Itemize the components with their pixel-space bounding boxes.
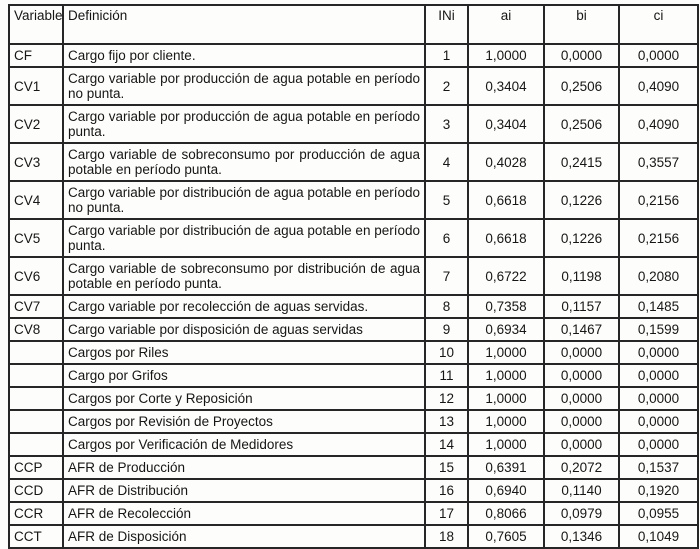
cell-definicion: Cargo variable por distribución de agua potable en período punta.	[63, 219, 425, 257]
cell-variable: CV8	[9, 318, 63, 341]
cell-bi: 0,2506	[544, 67, 619, 105]
cell-ini: 6	[425, 219, 468, 257]
cell-variable: CV2	[9, 105, 63, 143]
cell-ai: 0,6722	[468, 257, 544, 295]
cell-variable: CV1	[9, 67, 63, 105]
cell-definicion: AFR de Recolección	[63, 502, 425, 525]
cell-ini: 10	[425, 341, 468, 364]
table-header	[9, 5, 698, 44]
cell-ci: 0,0000	[619, 364, 698, 387]
cell-bi: 0,0000	[544, 410, 619, 433]
cell-variable: CCR	[9, 502, 63, 525]
cell-bi: 0,2072	[544, 456, 619, 479]
cell-variable: CV4	[9, 181, 63, 219]
cell-bi: 0,0979	[544, 502, 619, 525]
cell-ini: 11	[425, 364, 468, 387]
table-row	[9, 44, 698, 67]
table-row	[9, 502, 698, 525]
cell-definicion: Cargos por Verificación de Medidores	[63, 433, 425, 456]
cell-ai: 0,3404	[468, 105, 544, 143]
table-row	[9, 433, 698, 456]
cell-variable: CV7	[9, 295, 63, 318]
table-row	[9, 341, 698, 364]
cell-ai: 0,7605	[468, 525, 544, 548]
cell-ini: 16	[425, 479, 468, 502]
cell-ai: 1,0000	[468, 364, 544, 387]
cell-variable	[9, 387, 63, 410]
table-body	[9, 44, 698, 548]
cell-variable: CV6	[9, 257, 63, 295]
cell-ci: 0,2080	[619, 257, 698, 295]
cell-ini: 17	[425, 502, 468, 525]
cell-ci: 0,0000	[619, 387, 698, 410]
cell-definicion: Cargo variable de sobreconsumo por distribución de agua potable en período punta.	[63, 257, 425, 295]
cell-ini: 12	[425, 387, 468, 410]
cell-bi: 0,0000	[544, 44, 619, 67]
cell-definicion: Cargos por Riles	[63, 341, 425, 364]
cell-variable	[9, 341, 63, 364]
table-row	[9, 364, 698, 387]
cell-definicion: Cargo variable por producción de agua potable en período punta.	[63, 105, 425, 143]
cell-bi: 0,1140	[544, 479, 619, 502]
table-row	[9, 410, 698, 433]
cell-variable: CV5	[9, 219, 63, 257]
cell-ci: 0,0955	[619, 502, 698, 525]
cell-variable: CCD	[9, 479, 63, 502]
table-row	[9, 257, 698, 295]
cell-variable	[9, 433, 63, 456]
table-row	[9, 525, 698, 548]
cell-ini: 15	[425, 456, 468, 479]
column-header-definicion: Definición	[63, 5, 425, 44]
cell-ai: 0,6618	[468, 181, 544, 219]
cell-ini: 9	[425, 318, 468, 341]
cell-ai: 0,4028	[468, 143, 544, 181]
cell-definicion: Cargo variable por recolección de aguas servidas.	[63, 295, 425, 318]
column-header-variable: Variable	[9, 5, 63, 44]
cell-variable	[9, 364, 63, 387]
column-header-bi: bi	[544, 5, 619, 44]
cell-definicion: AFR de Producción	[63, 456, 425, 479]
cell-ci: 0,1599	[619, 318, 698, 341]
cell-definicion: Cargos por Corte y Reposición	[63, 387, 425, 410]
cell-definicion: Cargo variable por producción de agua potable en período no punta.	[63, 67, 425, 105]
cell-bi: 0,1226	[544, 181, 619, 219]
column-header-ai: ai	[468, 5, 544, 44]
cell-ini: 2	[425, 67, 468, 105]
cell-ai: 1,0000	[468, 433, 544, 456]
cell-ci: 0,1920	[619, 479, 698, 502]
cell-ini: 4	[425, 143, 468, 181]
cell-ci: 0,4090	[619, 105, 698, 143]
cell-bi: 0,0000	[544, 433, 619, 456]
cell-definicion: Cargo variable por disposición de aguas servidas	[63, 318, 425, 341]
table-row	[9, 456, 698, 479]
cell-ai: 0,8066	[468, 502, 544, 525]
tariff-parameters-table	[8, 4, 699, 549]
cell-ai: 1,0000	[468, 387, 544, 410]
cell-ci: 0,0000	[619, 433, 698, 456]
cell-ci: 0,0000	[619, 341, 698, 364]
cell-ai: 1,0000	[468, 410, 544, 433]
cell-ini: 5	[425, 181, 468, 219]
cell-ci: 0,4090	[619, 67, 698, 105]
cell-definicion: Cargo fijo por cliente.	[63, 44, 425, 67]
cell-ai: 0,7358	[468, 295, 544, 318]
cell-bi: 0,2506	[544, 105, 619, 143]
cell-ini: 14	[425, 433, 468, 456]
table-row	[9, 181, 698, 219]
table-row	[9, 143, 698, 181]
cell-ci: 0,1049	[619, 525, 698, 548]
table-row	[9, 295, 698, 318]
table-row	[9, 387, 698, 410]
cell-ai: 1,0000	[468, 44, 544, 67]
cell-variable	[9, 410, 63, 433]
cell-ai: 0,6934	[468, 318, 544, 341]
cell-definicion: Cargo variable de sobreconsumo por producción de agua potable en período punta.	[63, 143, 425, 181]
cell-ci: 0,1537	[619, 456, 698, 479]
cell-ini: 13	[425, 410, 468, 433]
cell-ini: 8	[425, 295, 468, 318]
cell-variable: CCT	[9, 525, 63, 548]
cell-definicion: AFR de Distribución	[63, 479, 425, 502]
cell-ci: 0,1485	[619, 295, 698, 318]
cell-bi: 0,2415	[544, 143, 619, 181]
table-row	[9, 318, 698, 341]
column-header-ci: ci	[619, 5, 698, 44]
table-row	[9, 219, 698, 257]
cell-ini: 7	[425, 257, 468, 295]
cell-ci: 0,0000	[619, 44, 698, 67]
cell-ai: 0,6940	[468, 479, 544, 502]
table-row	[9, 105, 698, 143]
cell-ini: 1	[425, 44, 468, 67]
cell-definicion: Cargo variable por distribución de agua potable en período no punta.	[63, 181, 425, 219]
cell-ini: 18	[425, 525, 468, 548]
cell-definicion: AFR de Disposición	[63, 525, 425, 548]
cell-bi: 0,1198	[544, 257, 619, 295]
table-header-row	[9, 5, 698, 44]
cell-variable: CV3	[9, 143, 63, 181]
cell-ai: 0,6618	[468, 219, 544, 257]
cell-ini: 3	[425, 105, 468, 143]
table-row	[9, 67, 698, 105]
cell-definicion: Cargo por Grifos	[63, 364, 425, 387]
cell-bi: 0,1226	[544, 219, 619, 257]
cell-variable: CCP	[9, 456, 63, 479]
cell-ai: 1,0000	[468, 341, 544, 364]
cell-ai: 0,6391	[468, 456, 544, 479]
cell-ci: 0,0000	[619, 410, 698, 433]
cell-bi: 0,0000	[544, 364, 619, 387]
cell-bi: 0,1157	[544, 295, 619, 318]
cell-bi: 0,1467	[544, 318, 619, 341]
column-header-ini: INi	[425, 5, 468, 44]
cell-ci: 0,3557	[619, 143, 698, 181]
cell-ci: 0,2156	[619, 181, 698, 219]
cell-ai: 0,3404	[468, 67, 544, 105]
cell-definicion: Cargos por Revisión de Proyectos	[63, 410, 425, 433]
cell-bi: 0,0000	[544, 341, 619, 364]
cell-bi: 0,0000	[544, 387, 619, 410]
cell-ci: 0,2156	[619, 219, 698, 257]
cell-variable: CF	[9, 44, 63, 67]
cell-bi: 0,1346	[544, 525, 619, 548]
table-row	[9, 479, 698, 502]
